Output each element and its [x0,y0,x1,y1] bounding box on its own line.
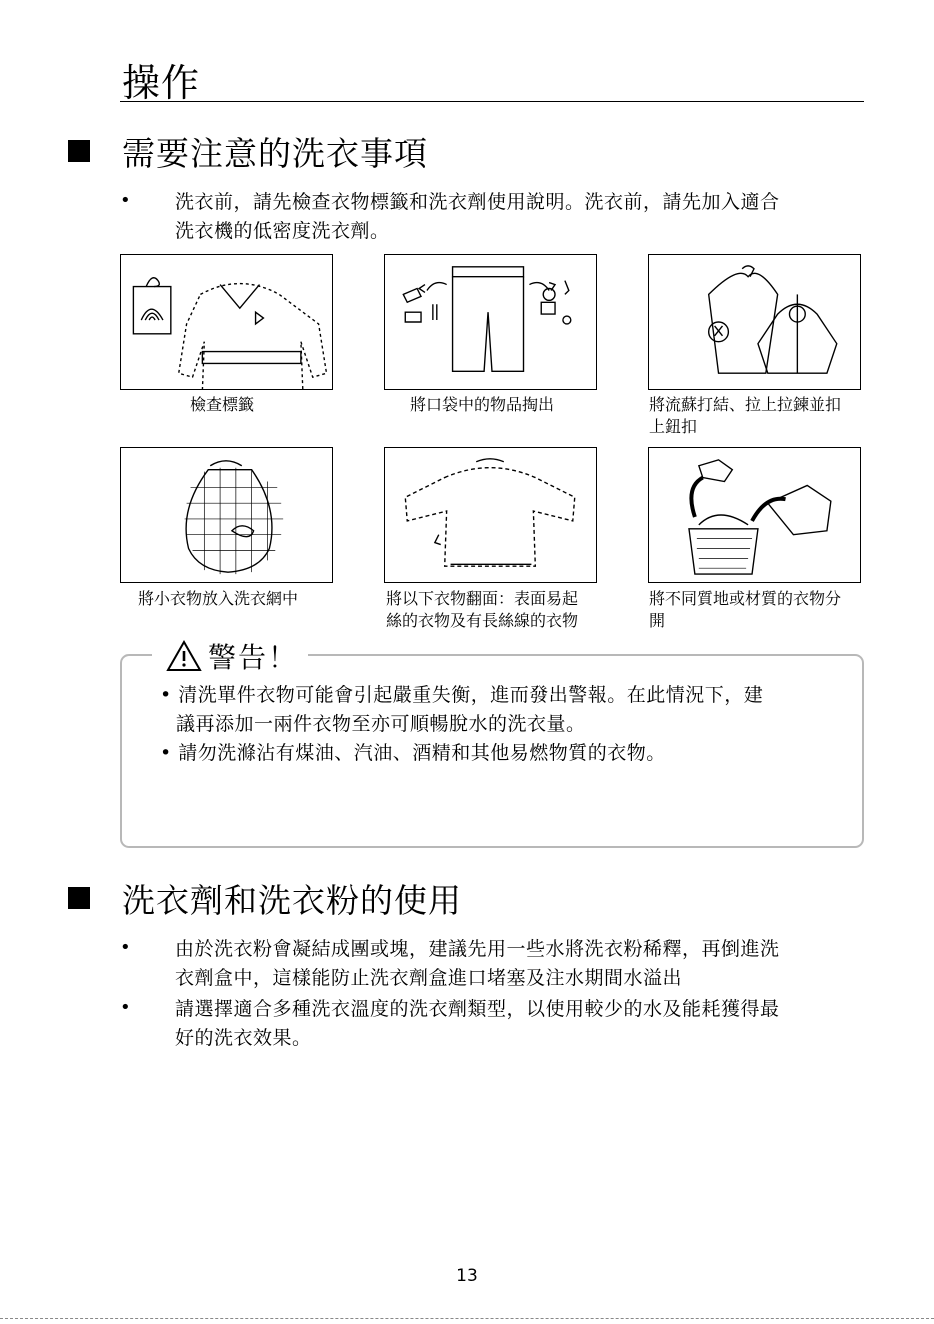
caption-separate-fabrics [649,588,841,632]
pants-empty-pockets-icon [384,254,597,390]
title-divider [120,101,864,102]
text-line: 由於洗衣粉會凝結成團或塊，建議先用一些水將洗衣粉稀釋，再倒進洗 [175,938,780,960]
section-heading-detergent-use: 洗衣劑和洗衣粉的使用 [122,881,462,920]
caption-line: 將小衣物放入洗衣網中 [138,589,299,608]
caption-line: 將不同質地或材質的衣物分 [649,589,842,608]
text-line: • 請勿洗滌沾有煤油、汽油、酒精和其他易燃物質的衣物。 [160,742,666,764]
caption-line: 將流蘇打結、拉上拉鍊並扣 [649,395,842,414]
bullet-icon: • [120,190,131,211]
caption-empty-pockets [410,394,554,416]
intro-paragraph [175,188,870,246]
caption-line: 將以下衣物翻面：表面易起 [386,589,579,608]
text-line-content: 清洗單件衣物可能會引起嚴重失衡，進而發出警報。在此情況下，建 [178,684,764,706]
bullet-icon: • [120,937,131,958]
section-marker-square [68,887,90,909]
page-title: 操作 [122,61,201,105]
page-bottom-divider [0,1318,934,1319]
text-line: 請選擇適合多種洗衣溫度的洗衣劑類型，以使用較少的水及能耗獲得最 [175,998,780,1020]
caption-tie-zip-button [649,394,841,438]
warning-title-text: 警告！ [208,641,299,674]
caption-line: 上鈕扣 [649,417,698,436]
laundry-net-bag-icon [120,447,333,583]
text-line: • 清洗單件衣物可能會引起嚴重失衡，進而發出警報。在此情況下，建 [160,684,764,706]
warning-triangle-icon [166,640,202,672]
sweater-with-care-label-icon [120,254,333,390]
tied-zipped-garments-icon [648,254,861,390]
text-line: 衣劑盒中，這樣能防止洗衣劑盒進口堵塞及注水期間水溢出 [175,967,683,989]
caption-line: 將口袋中的物品掏出 [410,395,555,414]
caption-turn-inside-out [386,588,578,632]
warning-item [160,739,860,768]
section-marker-square [68,140,90,162]
text-line: 洗衣前，請先檢查衣物標籤和洗衣劑使用說明。洗衣前，請先加入適合 [175,191,780,213]
page-number: 13 [456,1266,478,1286]
text-line: 議再添加一兩件衣物至亦可順暢脫水的洗衣量。 [176,713,586,735]
caption-line: 檢查標籤 [190,395,255,414]
caption-line: 絲的衣物及有長絲線的衣物 [386,611,579,630]
caption-line: 開 [649,611,666,630]
text-line-content: 請勿洗滌沾有煤油、汽油、酒精和其他易燃物質的衣物。 [178,742,666,764]
text-line: 好的洗衣效果。 [175,1027,312,1049]
sort-clothes-basket-icon [648,447,861,583]
detergent-bullet [175,995,870,1053]
caption-small-items-net [138,588,298,610]
warning-title [152,636,308,676]
bullet-icon: • [120,997,131,1018]
section-heading-laundry-notes: 需要注意的洗衣事項 [122,134,428,173]
caption-check-label [190,394,254,416]
detergent-bullet [175,935,870,993]
inside-out-sweater-icon [384,447,597,583]
text-line: 洗衣機的低密度洗衣劑。 [175,220,390,242]
warning-item [160,681,860,739]
